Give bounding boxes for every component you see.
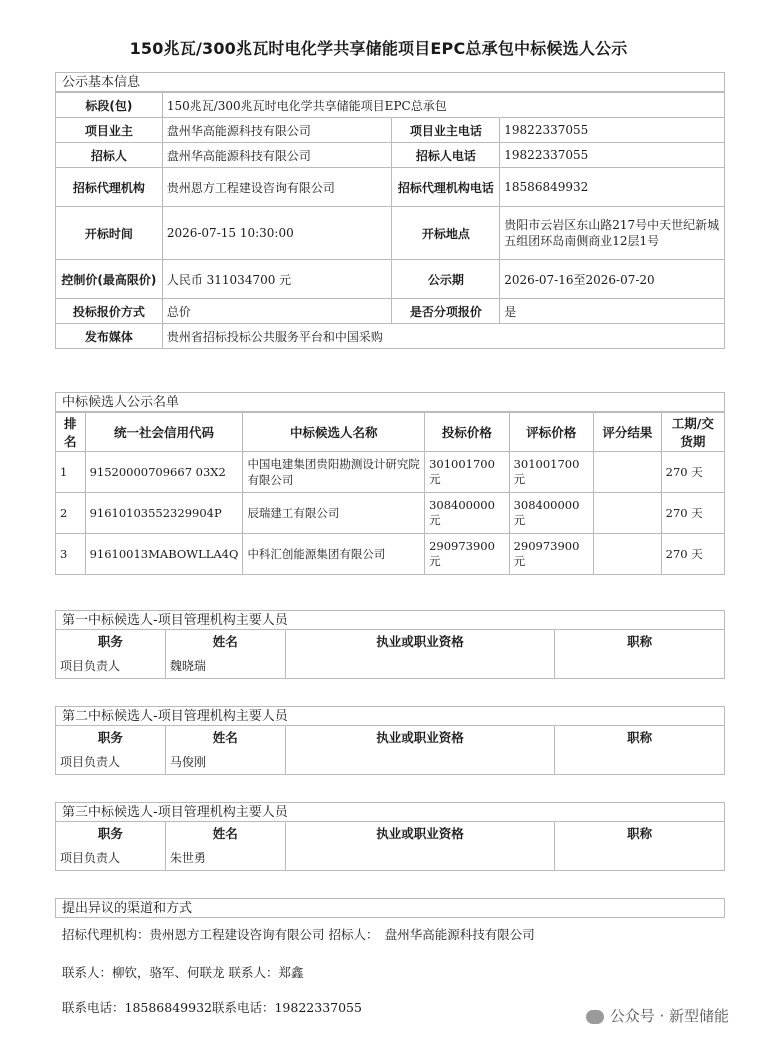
column-header: 评标价格 bbox=[509, 413, 593, 452]
period-cell: 270 天 bbox=[661, 534, 724, 575]
credit-code-cell: 91610013MABOWLLA4Q bbox=[85, 534, 243, 575]
candidate-name-cell: 辰瑞建工有限公司 bbox=[243, 493, 425, 534]
wechat-icon bbox=[586, 1010, 604, 1024]
basic-row bbox=[56, 93, 725, 118]
objection-agency-line: 招标代理机构：贵州恩方工程建设咨询有限公司 招标人： 盘州华高能源科技有限公司 bbox=[62, 927, 535, 942]
column-header: 职称 bbox=[555, 726, 725, 748]
page-title: 150兆瓦/300兆瓦时电化学共享储能项目EPC总承包中标候选人公示 bbox=[129, 39, 628, 58]
field-label: 发布媒体 bbox=[56, 324, 163, 349]
basic-row bbox=[56, 299, 725, 324]
field-value: 总价 bbox=[162, 299, 392, 324]
column-header: 职务 bbox=[56, 726, 166, 748]
candidate-name-cell: 中国电建集团贵阳勘测设计研究院有限公司 bbox=[243, 452, 425, 493]
column-header: 评分结果 bbox=[594, 413, 662, 452]
column-header: 执业或职业资格 bbox=[285, 822, 555, 844]
field-value: 150兆瓦/300兆瓦时电化学共享储能项目EPC总承包 bbox=[162, 93, 724, 118]
title-cell bbox=[555, 844, 725, 871]
objection-header: 提出异议的渠道和方式 bbox=[55, 898, 725, 918]
basic-row bbox=[56, 207, 725, 260]
candidate-list-header: 中标候选人公示名单 bbox=[55, 392, 725, 412]
column-header: 职称 bbox=[555, 630, 725, 652]
field-label: 招标代理机构 bbox=[56, 168, 163, 207]
credit-code-cell: 91610103552329904P bbox=[85, 493, 243, 534]
bid-price-cell: 308400000元 bbox=[425, 493, 509, 534]
person-name-cell: 魏晓瑞 bbox=[165, 652, 285, 679]
staff-section-1 bbox=[55, 630, 725, 679]
role-cell: 项目负责人 bbox=[56, 652, 166, 679]
field-value: 2026-07-15 10:30:00 bbox=[162, 207, 392, 260]
score-cell bbox=[594, 452, 662, 493]
staff-section-2-header: 第二中标候选人-项目管理机构主要人员 bbox=[55, 706, 725, 726]
field-value: 贵州恩方工程建设咨询有限公司 bbox=[162, 168, 392, 207]
column-header: 姓名 bbox=[165, 726, 285, 748]
field-value: 18586849932 bbox=[500, 168, 725, 207]
candidate-table bbox=[55, 412, 725, 575]
field-value: 19822337055 bbox=[500, 118, 725, 143]
staff-section-3-header: 第三中标候选人-项目管理机构主要人员 bbox=[55, 802, 725, 822]
staff-section-2 bbox=[55, 726, 725, 775]
person-name-cell: 马俊刚 bbox=[165, 748, 285, 775]
eval-price-cell: 290973900元 bbox=[509, 534, 593, 575]
field-label: 招标代理机构电话 bbox=[392, 168, 500, 207]
qualification-cell bbox=[285, 844, 555, 871]
title-cell bbox=[555, 748, 725, 775]
field-label: 投标报价方式 bbox=[56, 299, 163, 324]
title-cell bbox=[555, 652, 725, 679]
column-header: 工期/交货期 bbox=[661, 413, 724, 452]
basic-row bbox=[56, 143, 725, 168]
bid-price-cell: 301001700元 bbox=[425, 452, 509, 493]
column-header: 职务 bbox=[56, 630, 166, 652]
field-label: 招标人电话 bbox=[392, 143, 500, 168]
field-label: 开标时间 bbox=[56, 207, 163, 260]
rank-cell: 2 bbox=[56, 493, 86, 534]
person-name-cell: 朱世勇 bbox=[165, 844, 285, 871]
score-cell bbox=[594, 493, 662, 534]
field-value: 贵州省招标投标公共服务平台和中国采购 bbox=[162, 324, 724, 349]
role-cell: 项目负责人 bbox=[56, 844, 166, 871]
staff-section-3 bbox=[55, 822, 725, 871]
field-label: 公示期 bbox=[392, 260, 500, 299]
table-row bbox=[56, 748, 725, 775]
column-header: 职称 bbox=[555, 822, 725, 844]
candidate-header-row bbox=[56, 413, 725, 452]
objection-contacts-line: 联系人：柳钦，骆军、何联龙 联系人：郑鑫 bbox=[62, 965, 304, 980]
score-cell bbox=[594, 534, 662, 575]
objection-phones-line: 联系电话：18586849932联系电话：19822337055 bbox=[62, 1000, 362, 1015]
staff-header-row bbox=[56, 726, 725, 748]
column-header: 姓名 bbox=[165, 630, 285, 652]
basic-row bbox=[56, 118, 725, 143]
period-cell: 270 天 bbox=[661, 493, 724, 534]
qualification-cell bbox=[285, 748, 555, 775]
bid-price-cell: 290973900元 bbox=[425, 534, 509, 575]
column-header: 中标候选人名称 bbox=[243, 413, 425, 452]
column-header: 投标价格 bbox=[425, 413, 509, 452]
watermark bbox=[586, 1005, 729, 1026]
field-value: 2026-07-16至2026-07-20 bbox=[500, 260, 725, 299]
column-header: 姓名 bbox=[165, 822, 285, 844]
basic-info-table bbox=[55, 92, 725, 349]
staff-header-row bbox=[56, 822, 725, 844]
basic-row bbox=[56, 324, 725, 349]
table-row bbox=[56, 452, 725, 493]
field-label: 是否分项报价 bbox=[392, 299, 500, 324]
field-label: 项目业主 bbox=[56, 118, 163, 143]
column-header: 排名 bbox=[56, 413, 86, 452]
field-value: 盘州华高能源科技有限公司 bbox=[162, 143, 392, 168]
column-header: 统一社会信用代码 bbox=[85, 413, 243, 452]
column-header: 执业或职业资格 bbox=[285, 630, 555, 652]
basic-row bbox=[56, 168, 725, 207]
field-label: 开标地点 bbox=[392, 207, 500, 260]
role-cell: 项目负责人 bbox=[56, 748, 166, 775]
field-value: 19822337055 bbox=[500, 143, 725, 168]
field-label: 招标人 bbox=[56, 143, 163, 168]
table-row bbox=[56, 493, 725, 534]
rank-cell: 1 bbox=[56, 452, 86, 493]
staff-section-1-header: 第一中标候选人-项目管理机构主要人员 bbox=[55, 610, 725, 630]
eval-price-cell: 308400000元 bbox=[509, 493, 593, 534]
field-label: 控制价(最高限价) bbox=[56, 260, 163, 299]
field-value: 盘州华高能源科技有限公司 bbox=[162, 118, 392, 143]
basic-info-header: 公示基本信息 bbox=[55, 72, 725, 92]
rank-cell: 3 bbox=[56, 534, 86, 575]
staff-table bbox=[55, 630, 725, 679]
field-label: 项目业主电话 bbox=[392, 118, 500, 143]
field-value: 贵阳市云岩区东山路217号中天世纪新城五组团环岛南侧商业12层1号 bbox=[500, 207, 725, 260]
candidate-name-cell: 中科汇创能源集团有限公司 bbox=[243, 534, 425, 575]
period-cell: 270 天 bbox=[661, 452, 724, 493]
credit-code-cell: 91520000709667 03X2 bbox=[85, 452, 243, 493]
field-value: 是 bbox=[500, 299, 725, 324]
basic-row bbox=[56, 260, 725, 299]
staff-table bbox=[55, 726, 725, 775]
watermark-text: 公众号 · 新型储能 bbox=[609, 1007, 729, 1025]
column-header: 职务 bbox=[56, 822, 166, 844]
table-row bbox=[56, 652, 725, 679]
staff-header-row bbox=[56, 630, 725, 652]
table-row bbox=[56, 534, 725, 575]
table-row bbox=[56, 844, 725, 871]
qualification-cell bbox=[285, 652, 555, 679]
staff-table bbox=[55, 822, 725, 871]
field-value: 人民币 311034700 元 bbox=[162, 260, 392, 299]
eval-price-cell: 301001700元 bbox=[509, 452, 593, 493]
column-header: 执业或职业资格 bbox=[285, 726, 555, 748]
field-label: 标段(包) bbox=[56, 93, 163, 118]
